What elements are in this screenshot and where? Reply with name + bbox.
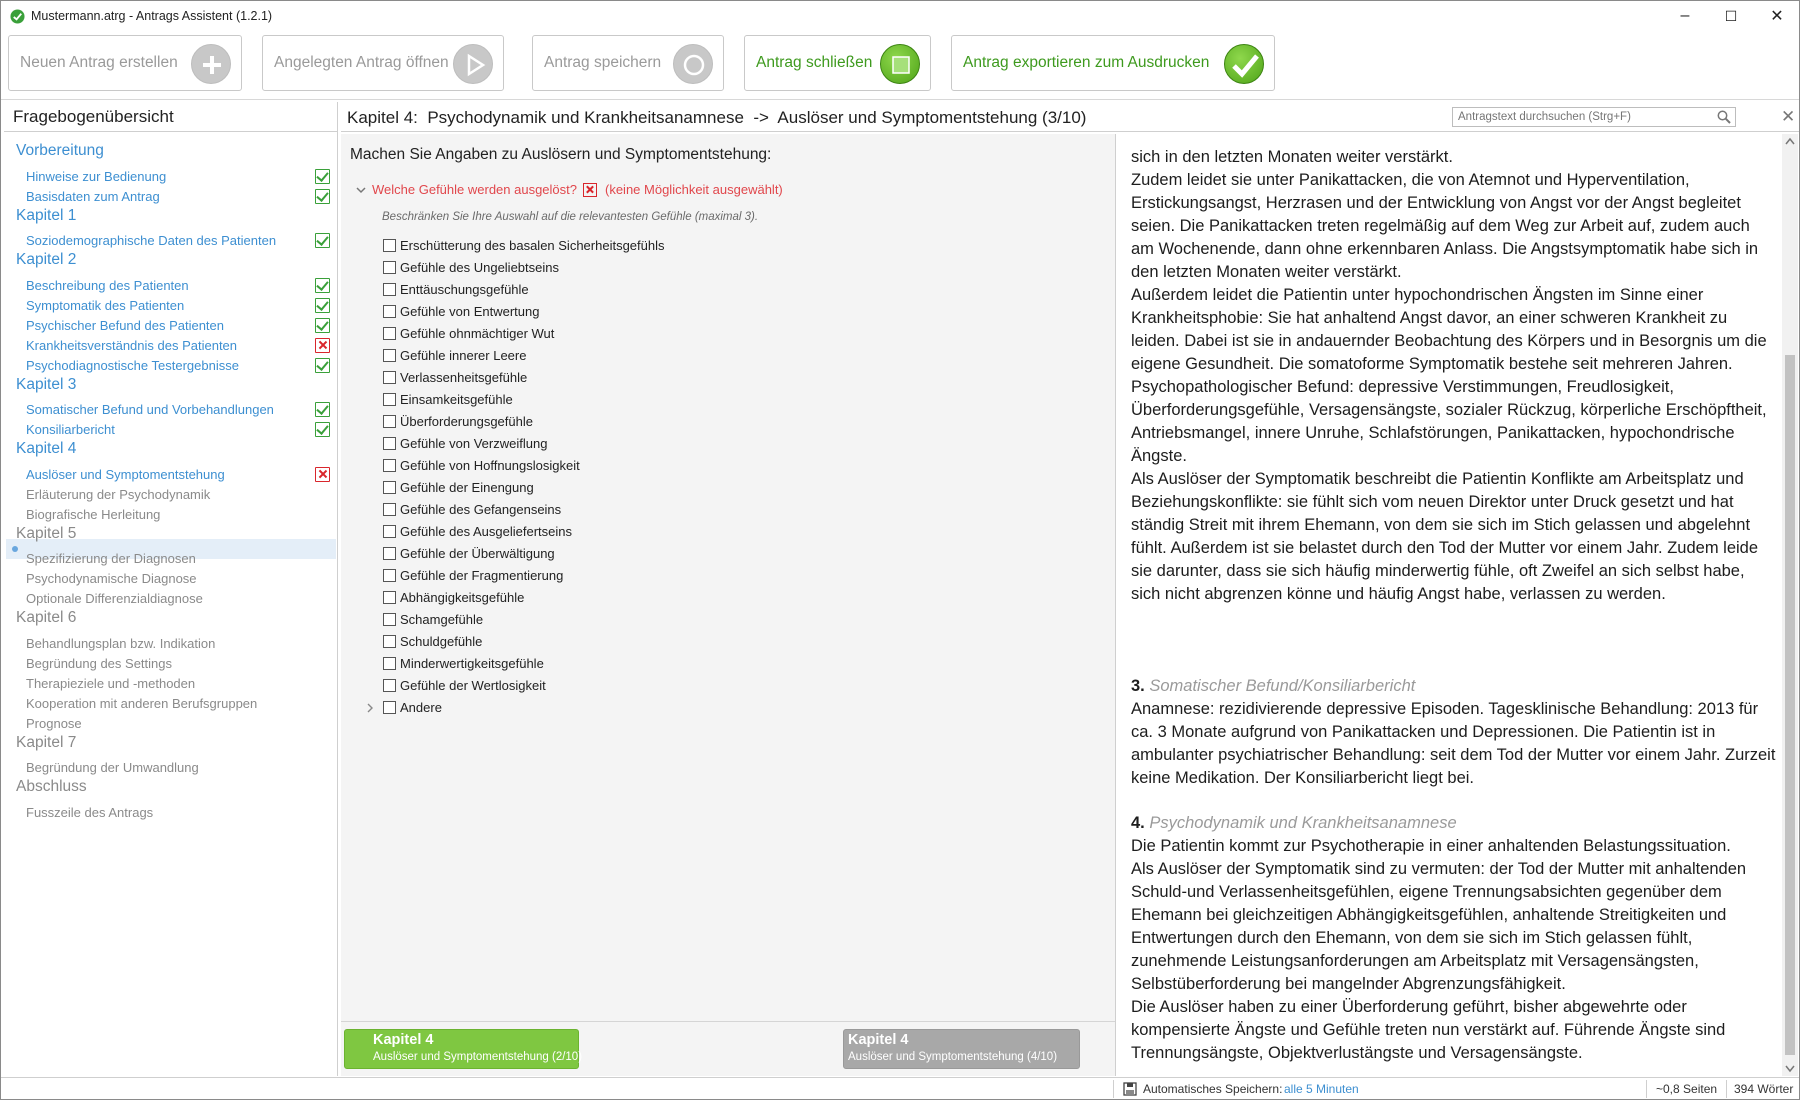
maximize-button[interactable]: ☐: [1724, 7, 1738, 24]
option-checkbox[interactable]: [383, 524, 572, 539]
sidebar-item-krankheitsverstaendnis[interactable]: Krankheitsverständnis des Patienten: [26, 338, 238, 353]
incomplete-x-icon: [315, 338, 330, 353]
play-icon: [453, 44, 493, 84]
chapter-kapitel-3[interactable]: Kapitel 3: [16, 376, 77, 393]
status-divider: [1726, 1080, 1727, 1098]
previous-step: Auslöser und Symptomentstehung (2/10): [373, 1051, 583, 1063]
save-disk-icon: [1123, 1082, 1137, 1096]
checkbox[interactable]: [383, 349, 396, 362]
export-application-button[interactable]: [951, 35, 1275, 91]
sidebar-item-hinweise[interactable]: Hinweise zur Bedienung: [26, 169, 167, 184]
sidebar-item-diagnosen[interactable]: Spezifizierung der Diagnosen: [26, 551, 196, 566]
checkbox[interactable]: [383, 701, 396, 714]
option-label: Gefühle von Entwertung: [400, 304, 540, 319]
complete-check-icon: [315, 422, 330, 437]
sidebar-item-behandlungsplan[interactable]: Behandlungsplan bzw. Indikation: [26, 636, 216, 651]
complete-check-icon: [315, 402, 330, 417]
option-checkbox[interactable]: [383, 238, 665, 253]
checkbox[interactable]: [383, 393, 396, 406]
complete-check-icon: [315, 189, 330, 204]
save-circle-icon: [673, 44, 713, 84]
checkbox[interactable]: [383, 569, 396, 582]
option-label: Gefühle von Hoffnungslosigkeit: [400, 458, 580, 473]
question-status: (keine Möglichkeit ausgewählt): [605, 182, 783, 197]
sidebar-item-soziodemographie[interactable]: Soziodemographische Daten des Patienten: [26, 233, 277, 248]
status-divider: [1646, 1080, 1647, 1098]
open-application-button[interactable]: [262, 35, 504, 91]
content-header: [341, 102, 1799, 132]
sidebar-item-psychodynamische-diagnose[interactable]: Psychodynamische Diagnose: [26, 571, 197, 586]
option-checkbox[interactable]: [383, 436, 547, 451]
chapter-abschluss[interactable]: Abschluss: [16, 778, 87, 795]
complete-check-icon: [315, 278, 330, 293]
option-checkbox[interactable]: [383, 392, 513, 407]
questionnaire-sidebar: [4, 102, 338, 1076]
sidebar-item-umwandlung[interactable]: Begründung der Umwandlung: [26, 760, 199, 775]
sidebar-item-testergebnisse[interactable]: Psychodiagnostische Testergebnisse: [26, 358, 239, 373]
option-label: Gefühle des Ungeliebtseins: [400, 260, 559, 275]
sidebar-item-ausloeser[interactable]: Auslöser und Symptomentstehung: [26, 467, 225, 482]
sidebar-item-konsiliarbericht[interactable]: Konsiliarbericht: [26, 422, 115, 437]
option-label: Gefühle der Überwältigung: [400, 546, 555, 561]
option-label: Gefühle innerer Leere: [400, 348, 527, 363]
section-title: Somatischer Befund/Konsiliarbericht: [1149, 677, 1416, 695]
option-checkbox[interactable]: [383, 370, 527, 385]
checkbox[interactable]: [383, 459, 396, 472]
scroll-down-icon[interactable]: [1785, 1065, 1795, 1073]
chapter-kapitel-1[interactable]: Kapitel 1: [16, 207, 77, 224]
open-application-label: Angelegten Antrag öffnen: [274, 54, 449, 71]
chapter-kapitel-4[interactable]: Kapitel 4: [16, 440, 77, 457]
checkbox[interactable]: [383, 503, 396, 516]
option-label: Abhängigkeitsgefühle: [400, 590, 525, 605]
stop-icon: [880, 44, 920, 84]
option-checkbox-andere[interactable]: [365, 700, 442, 715]
option-checkbox[interactable]: [383, 414, 533, 429]
close-window-button[interactable]: ✕: [1770, 8, 1784, 25]
option-checkbox[interactable]: [383, 480, 534, 495]
toolbar: [1, 35, 1799, 95]
option-label: Minderwertigkeitsgefühle: [400, 656, 544, 671]
section-number: 4.: [1131, 814, 1145, 832]
option-checkbox[interactable]: [383, 282, 529, 297]
option-label: Gefühle ohnmächtiger Wut: [400, 326, 555, 341]
save-application-button[interactable]: [532, 35, 724, 91]
option-checkbox[interactable]: [383, 348, 526, 363]
search-icon[interactable]: [1717, 110, 1731, 124]
save-application-label: Antrag speichern: [544, 54, 662, 71]
option-checkbox[interactable]: [383, 260, 559, 275]
option-checkbox[interactable]: [383, 678, 546, 693]
option-label: Andere: [400, 700, 442, 715]
application-text-preview[interactable]: [1118, 134, 1782, 1076]
autosave-interval-link[interactable]: alle 5 Minuten: [1284, 1082, 1359, 1096]
option-checkbox[interactable]: [383, 304, 539, 319]
option-checkbox[interactable]: [383, 656, 544, 671]
chevron-right-icon[interactable]: [365, 703, 375, 713]
next-page-button[interactable]: [843, 1029, 1080, 1069]
status-divider: [1113, 1080, 1114, 1098]
checkbox[interactable]: [383, 437, 396, 450]
next-step: Auslöser und Symptomentstehung (4/10): [848, 1051, 1058, 1063]
sidebar-item-fusszeile[interactable]: Fusszeile des Antrags: [26, 805, 154, 820]
app-logo-icon: [10, 9, 25, 24]
sidebar-item-basisdaten[interactable]: Basisdaten zum Antrag: [26, 189, 160, 204]
export-application-label: Antrag exportieren zum Ausdrucken: [963, 54, 1210, 71]
checkbox[interactable]: [383, 305, 396, 318]
sidebar-item-settings[interactable]: Begründung des Settings: [26, 656, 172, 671]
section-4-heading: [1131, 812, 1776, 835]
section-title: Psychodynamik und Krankheitsanamnese: [1149, 814, 1457, 832]
new-application-button[interactable]: [8, 35, 242, 91]
option-label: Enttäuschungsgefühle: [400, 282, 529, 297]
preview-paragraph: sich in den letzten Monaten weiter verstärkt. Zudem leidet sie unter Panikattacken, die von Atemnot und Hyperventilation, Erstickungsangst, Herzrasen und der Entwicklung von Angst vor der Angst begleitet seien. Die Panikattacken treten regelmäßig auf dem Weg zur Arbeit auf, zudem auch am Wochenende, dann ohne erkennbaren Anlass. Die Angstsymptomatik habe sich in den letzten Monaten weiter verstärkt. Außerdem leidet die Patientin unter hypochondrischen Ängsten im Sinne einer Krankheitsphobie: Sie hat anhaltend Angst davor, an einer schweren Krankheit zu leiden. Dabei ist sie in andauernder Beobachtung des Körpers und in Besorgnis um die eigene Gesundheit. Die somatoforme Symptomatik bestehe seit mehreren Jahren. Psychopathologischer Befund: depressive Verstimmungen, Freudlosigkeit, Überforderungsgefühle, Versagensängste, sozialer Rückzug, körperliche Erschöpftheit, Antriebsmangel, innere Unruhe, Schlafstörungen, Panikattacken, hypochondrische Ängste. Als Auslöser der Symptomatik beschreibt die Patientin Konflikte am Arbeitsplatz und Beziehungskonflikte: sie fühlt sich vom neuen Direktor unter Druck gesetzt und hat ständig Streit mit ihrem Ehemann, von dem sie sich im Stich gelassen und abgelehnt fühlt. Außerdem ist sie belastet durch den Tod der Mutter vor einem Jahr. Zudem leide sie darunter, dass sie sich häufig minderwertig fühle, oft Zweifel an sich selbst habe, sich nicht abgrenzen könne und häufig Angst habe, verlassen zu werden.: [1131, 148, 1767, 603]
window-title: Mustermann.atrg - Antrags Assistent (1.2.1): [31, 9, 273, 23]
preview-paragraph: Die Patientin kommt zur Psychotherapie in einer anhaltenden Belastungssituation. Als Auslöser der Symptomatik sind zu vermuten: der Tod der Mutter mit anhaltenden Schuld-und Verlassenheitsgefühlen, eigene Trennungsabsichten gegenüber dem Ehemann bei gleichzeitigen Abhängigkeitsgefühlen, anhaltende Streitigkeiten und Entwertungen durch den Ehemann, von dem sie sich im Stich gelassen fühlt, zunehmende Leistungsanforderungen am Arbeitsplatz mit Versagensängsten, Selbstüberforderung bei mangelnder Abgrenzungsfähigkeit. Die Auslöser haben zu einer Überforderung geführt, bisher abgewehrte oder kompensierte Ängste und Gefühle treten nun verstärkt auf. Führende Ängste sind Trennungsängste, Objektverlustängste und Versagensängste.: [1131, 837, 1747, 1062]
close-application-label: Antrag schließen: [756, 54, 873, 71]
option-label: Gefühle der Wertlosigkeit: [400, 678, 546, 693]
option-label: Gefühle des Ausgeliefertseins: [400, 524, 572, 539]
checkbox[interactable]: [383, 679, 396, 692]
status-bar: [1, 1077, 1799, 1099]
checkbox[interactable]: [383, 239, 396, 252]
previous-page-button[interactable]: [344, 1029, 583, 1069]
option-label: Schuldgefühle: [400, 634, 483, 649]
question-hint: Beschränken Sie Ihre Auswahl auf die relevantesten Gefühle (maximal 3).: [382, 211, 759, 223]
close-pane-button[interactable]: ✕: [1781, 107, 1796, 126]
checkbox[interactable]: [383, 481, 396, 494]
option-label: Erschütterung des basalen Sicherheitsgefühls: [400, 238, 665, 253]
checkbox[interactable]: [383, 613, 396, 626]
sidebar-item-prognose[interactable]: Prognose: [26, 716, 82, 731]
question-label: Welche Gefühle werden ausgelöst?: [372, 182, 577, 197]
sidebar-item-differenzialdiagnose[interactable]: Optionale Differenzialdiagnose: [26, 591, 203, 606]
scrollbar-thumb[interactable]: [1785, 355, 1795, 1055]
sidebar-item-psychischer-befund[interactable]: Psychischer Befund des Patienten: [26, 318, 225, 333]
plus-icon: [191, 44, 231, 84]
search-input[interactable]: [1452, 107, 1736, 127]
option-label: Gefühle des Gefangenseins: [400, 502, 562, 517]
option-checkbox[interactable]: [383, 612, 483, 627]
checkmark-icon: [1224, 44, 1264, 84]
complete-check-icon: [315, 169, 330, 184]
nav-divider: [341, 1021, 1115, 1022]
option-label: Gefühle von Verzweiflung: [400, 436, 548, 451]
toolbar-divider: [1, 99, 1799, 100]
new-application-label: Neuen Antrag erstellen: [20, 54, 178, 71]
checkbox[interactable]: [383, 547, 396, 560]
question-header[interactable]: [356, 182, 783, 197]
option-label: Einsamkeitsgefühle: [400, 392, 513, 407]
checkbox[interactable]: [383, 371, 396, 384]
option-label: Überforderungsgefühle: [400, 414, 533, 429]
checkbox[interactable]: [383, 327, 396, 340]
checkbox[interactable]: [383, 591, 396, 604]
minimize-button[interactable]: –: [1680, 7, 1690, 24]
sidebar-item-somatischer-befund[interactable]: Somatischer Befund und Vorbehandlungen: [26, 402, 274, 417]
complete-check-icon: [315, 233, 330, 248]
option-checkbox[interactable]: [383, 458, 580, 473]
checkbox[interactable]: [383, 657, 396, 670]
close-application-button[interactable]: [744, 35, 931, 91]
chapter-kapitel-2[interactable]: Kapitel 2: [16, 251, 77, 268]
form-prompt: Machen Sie Angaben zu Auslösern und Symptomentstehung:: [350, 146, 772, 163]
sidebar-item-biografie[interactable]: Biografische Herleitung: [26, 507, 161, 522]
complete-check-icon: [315, 298, 330, 313]
option-checkbox[interactable]: [383, 502, 561, 517]
section-3-heading: [1131, 675, 1776, 698]
current-item-dot-icon: [12, 546, 18, 552]
complete-check-icon: [315, 318, 330, 333]
sidebar-title: Fragebogenübersicht: [4, 102, 337, 132]
chevron-down-icon[interactable]: [356, 185, 366, 195]
question-form: [341, 134, 1116, 1076]
sidebar-item-beschreibung[interactable]: Beschreibung des Patienten: [26, 278, 189, 293]
chapter-kapitel-5[interactable]: Kapitel 5: [16, 525, 77, 542]
chapter-kapitel-7[interactable]: Kapitel 7: [16, 734, 77, 751]
previous-chapter: Kapitel 4: [373, 1032, 434, 1048]
checkbox[interactable]: [383, 635, 396, 648]
invalid-x-icon: [583, 183, 597, 197]
page-title: Kapitel 4: Psychodynamik und Krankheitsanamnese -> Auslöser und Symptomentstehung (3/10): [347, 108, 1087, 127]
option-label: Verlassenheitsgefühle: [400, 370, 528, 385]
word-count: 394 Wörter: [1734, 1082, 1794, 1096]
option-label: Gefühle der Fragmentierung: [400, 568, 564, 583]
autosave-label: Automatisches Speichern:: [1143, 1082, 1283, 1096]
checkbox[interactable]: [383, 525, 396, 538]
sidebar-item-kooperation[interactable]: Kooperation mit anderen Berufsgruppen: [26, 696, 258, 711]
checkbox[interactable]: [383, 415, 396, 428]
option-checkbox[interactable]: [383, 634, 482, 649]
sidebar-item-therapieziele[interactable]: Therapieziele und -methoden: [26, 676, 196, 691]
section-number: 3.: [1131, 677, 1145, 695]
option-label: Gefühle der Einengung: [400, 480, 534, 495]
scroll-up-icon[interactable]: [1785, 137, 1795, 145]
chapter-vorbereitung[interactable]: Vorbereitung: [16, 142, 104, 159]
checkbox[interactable]: [383, 283, 396, 296]
option-checkbox[interactable]: [383, 326, 554, 341]
title-bar: [1, 1, 1799, 31]
complete-check-icon: [315, 358, 330, 373]
page-count: ~0,8 Seiten: [1656, 1082, 1718, 1096]
sidebar-item-psychodynamik[interactable]: Erläuterung der Psychodynamik: [26, 487, 211, 502]
option-checkbox[interactable]: [383, 546, 555, 561]
preview-paragraph: Anamnese: rezidivierende depressive Episoden. Tagesklinische Behandlung: 2013 für ca. 3 Monate aufgrund von Panikattacken und Depressionen. Die Patientin ist in ambulanter psychiatrischer Behandlung: seit dem Tod der Mutter vor einem Jahr. Zurzeit keine Medikation. Der Konsiliarbericht liegt bei.: [1131, 700, 1776, 787]
chapter-kapitel-6[interactable]: Kapitel 6: [16, 609, 77, 626]
option-label: Schamgefühle: [400, 612, 484, 627]
option-checkbox[interactable]: [383, 568, 563, 583]
incomplete-x-icon: [315, 467, 330, 482]
checkbox[interactable]: [383, 261, 396, 274]
option-checkbox[interactable]: [383, 590, 524, 605]
next-chapter: Kapitel 4: [848, 1032, 909, 1048]
sidebar-item-symptomatik[interactable]: Symptomatik des Patienten: [26, 298, 185, 313]
